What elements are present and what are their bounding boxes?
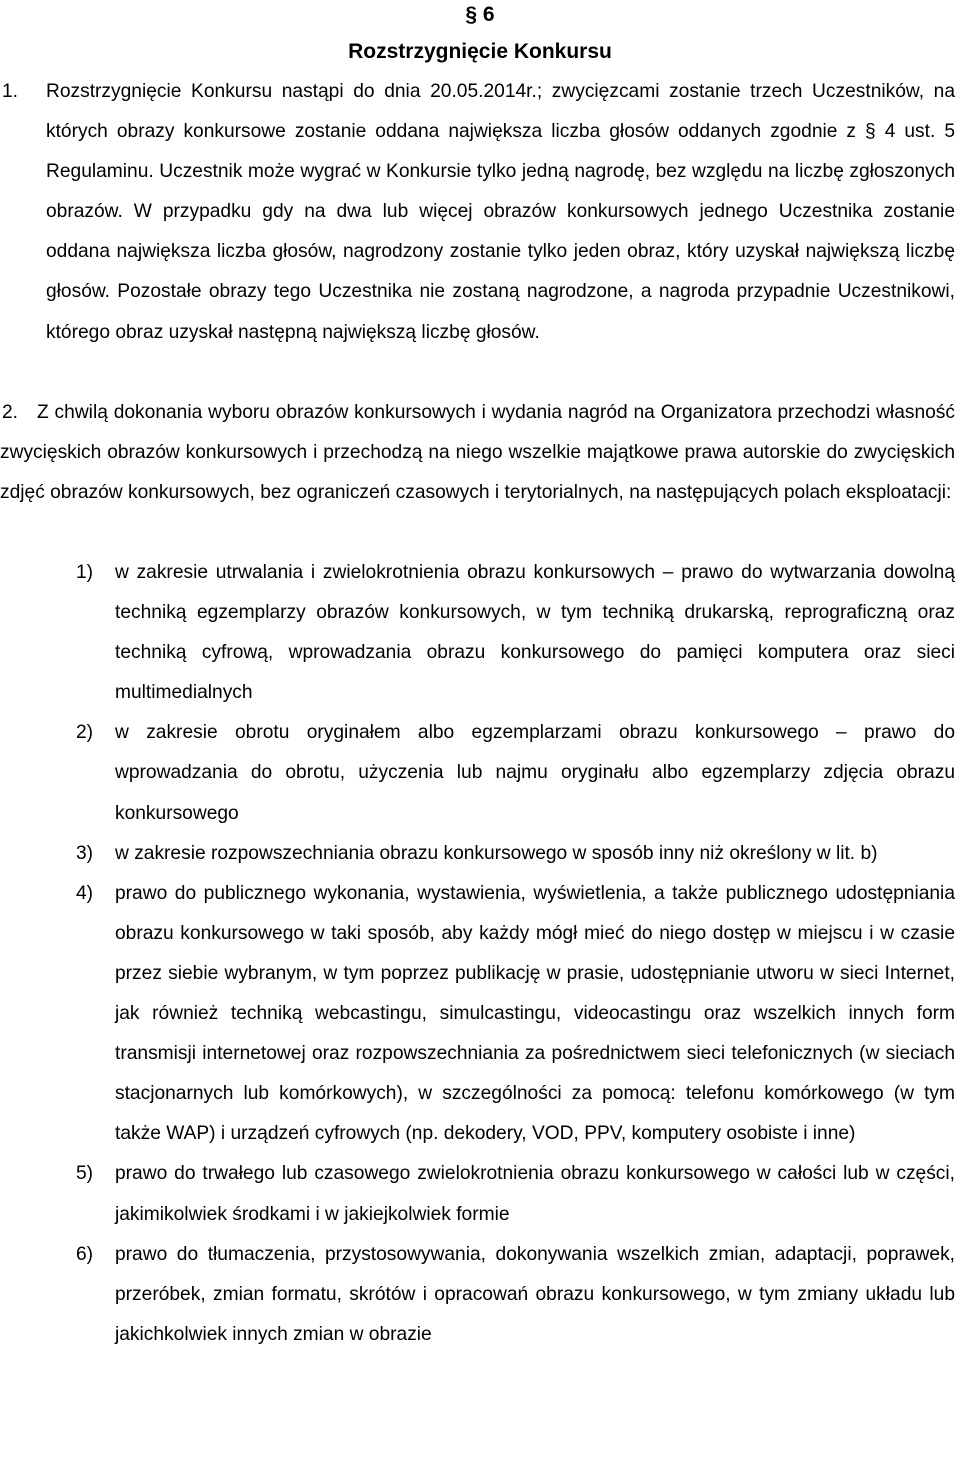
list-item [0,1154,955,1234]
paragraph-text: Z chwilą dokonania wyboru obrazów konkursowych i wydania nagród na Organizatora przechodzi własność zwycięskich obrazów konkursowych i przechodzą na niego wszelkie majątkowe prawa autorskie do zwycięskich zdjęć obrazów konkursowych, bez ograniczeń czasowych i terytorialnych, na następujących polach eksploatacji: [0,402,955,504]
list-item-text: prawo do trwałego lub czasowego zwielokrotnienia obrazu konkursowego w całości lub w części, jakimikolwiek środkami i w jakiejkolwiek formie [115,1163,955,1225]
list-item-text: w zakresie obrotu oryginałem albo egzemplarzami obrazu konkursowego – prawo do wprowadzania do obrotu, użyczenia lub najmu oryginału albo egzemplarzy zdjęcia obrazu konkursowego [115,722,955,824]
list-item [0,1235,955,1355]
list-item-number: 5) [76,1163,94,1185]
list-item-text: w zakresie rozpowszechniania obrazu konkursowego w sposób inny niż określony w lit. b) [115,842,878,864]
list-item-number: 1) [76,562,94,583]
section-sign: § 6 [465,3,495,26]
list-item-text: prawo do tłumaczenia, przystosowywania, dokonywania wszelkich zmian, adaptacji, poprawek, przeróbek, zmian formatu, skrótów i opracowań obrazu konkursowego, w tym zmiany układu lub jakichkolwiek innych zmian w obrazie [115,1243,955,1345]
list-item [0,874,955,1155]
section-title: Rozstrzygnięcie Konkursu [348,40,612,63]
exploitation-fields-list [0,553,955,1355]
paragraph-number: 1. [2,81,19,102]
list-item [0,553,955,713]
paragraph-text: Rozstrzygnięcie Konkursu nastąpi do dnia 20.05.2014r.; zwycięzcami zostanie trzech Uczestników, na których obrazy konkursowe zostanie oddana największa liczba głosów oddanych zgodnie z § 4 ust. 5 Regulaminu. Uczestnik może wygrać w Konkursie tylko jedną nagrodę, bez względu na liczbę zgłoszonych obrazów. W przypadku gdy na dwa lub więcej obrazów konkursowych jednego Uczestnika zostanie oddana największa liczba głosów, nagrodzony zostanie tylko jeden obraz, który uzyskał największą liczbę głosów. Pozostałe obrazy tego Uczestnika nie zostaną nagrodzone, a nagroda przypadnie Uczestnikowi, którego obraz uzyskał następną największą liczbę głosów. [46,81,955,343]
list-item-number: 3) [76,842,94,864]
list-item-number: 2) [76,722,94,744]
paragraph-1 [0,72,955,353]
list-item [0,713,955,833]
list-item [0,834,955,874]
list-item-number: 4) [76,882,94,904]
paragraph-2 [0,393,955,513]
list-item-text: w zakresie utrwalania i zwielokrotnienia obrazu konkursowych – prawo do wytwarzania dowolną techniką egzemplarzy obrazów konkursowych, w tym techniką drukarską, reprograficzną oraz techniką cyfrową, wprowadzania obrazu konkursowego do pamięci komputera oraz sieci multimedialnych [115,562,955,704]
list-item-text: prawo do publicznego wykonania, wystawienia, wyświetlenia, a także publicznego udostępniania obrazu konkursowego w taki sposób, aby każdy mógł mieć do niego dostęp w miejscu i w czasie przez siebie wybranym, w tym poprzez publikację w prasie, udostępnianie utworu w sieci Internet, jak również techniką webcastingu, simulcastingu, videocastingu oraz wszelkich innych form transmisji internetowej oraz rozpowszechniania za pośrednictwem sieci telefonicznych (w sieciach stacjonarnych lub komórkowych), w szczególności za pomocą: telefonu komórkowego (w tym także WAP) i urządzeń cyfrowych (np. dekodery, VOD, PPV, komputery osobiste i inne) [115,882,955,1145]
paragraph-number: 2. [2,402,19,423]
list-item-number: 6) [76,1243,94,1265]
